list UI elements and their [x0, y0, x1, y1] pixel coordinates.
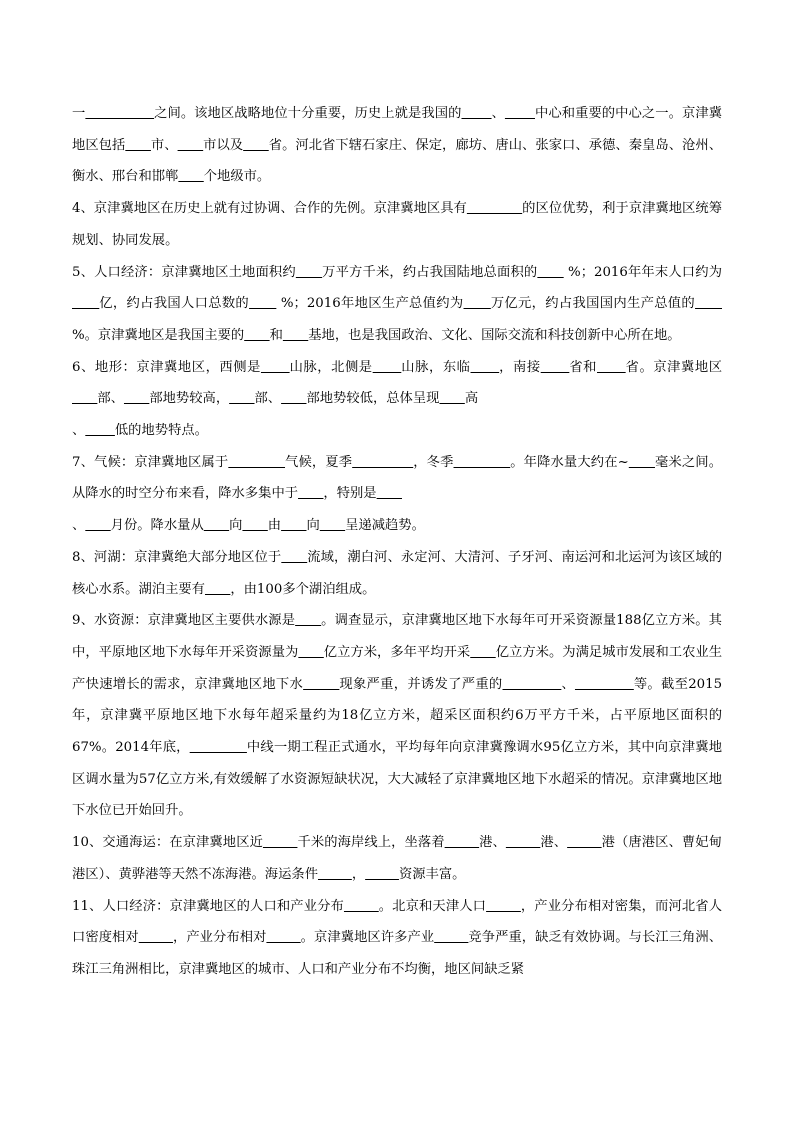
answer-blank — [506, 835, 540, 850]
answer-blank — [178, 169, 203, 184]
text-run: 亿立方米，多年平均开采 — [323, 644, 471, 660]
text-run: 11、人口经济：京津冀地区的人口和产业分布 — [72, 898, 344, 914]
answer-blank — [281, 550, 307, 565]
text-run: 、 — [72, 423, 86, 439]
answer-blank — [263, 835, 297, 850]
answer-blank — [178, 138, 204, 153]
answer-blank — [72, 296, 99, 311]
text-run: 基地，也是我国政治、文化、国际交流和科技创新中心所在地。 — [308, 327, 681, 343]
text-run: 。北京和天津人口 — [378, 898, 487, 914]
text-run: 中线一期工程正式通水，平均每年向京津冀豫调水95亿立方米，其中向京津冀地区调水量为57亿立方米,有效缓解了水资源短缺状况，大大减轻了京津冀地区地下水超采的情况。京津冀地区地下水位已开始回升。 — [72, 740, 722, 819]
text-run: 6、地形：京津冀地区，西侧是 — [72, 359, 261, 375]
text-run: 个地级市。 — [203, 169, 271, 185]
answer-blank — [85, 518, 110, 533]
answer-blank — [228, 455, 285, 470]
answer-blank — [125, 138, 151, 153]
question-paragraph — [72, 447, 722, 542]
question-paragraph — [72, 352, 722, 447]
answer-blank — [244, 328, 269, 343]
answer-blank — [467, 201, 522, 216]
text-run: 亿，约占我国人口总数的 — [99, 296, 250, 312]
answer-blank — [85, 106, 154, 121]
text-run: 、 — [72, 518, 86, 534]
answer-blank — [695, 296, 722, 311]
text-run: ，产业分布相对密集，而河北省人口密度相对 — [72, 898, 723, 946]
answer-blank — [281, 391, 306, 406]
question-paragraph — [72, 193, 722, 256]
answer-blank — [85, 423, 115, 438]
answer-blank — [597, 360, 626, 375]
text-run: 呈递减趋势。 — [345, 518, 425, 534]
text-run: 高 — [464, 391, 479, 407]
answer-blank — [486, 899, 521, 914]
text-run: 、 — [561, 676, 575, 692]
answer-blank — [283, 328, 308, 343]
answer-blank — [139, 930, 173, 945]
text-run: 资源丰富。 — [398, 866, 466, 882]
text-run: %；2016年年末人口约为 — [563, 264, 722, 280]
answer-blank — [229, 391, 254, 406]
text-run: 10、交通海运：在京津冀地区近 — [72, 835, 263, 851]
text-run: 竞争严重，缺乏有效协调。与长江三角洲、珠江三角洲相比，京津冀地区的城市、人口和产业分布不均衡，地区间缺乏紧 — [72, 930, 722, 977]
text-run: 。京津冀地区许多产业 — [300, 930, 435, 946]
text-run: ，特别是 — [323, 486, 377, 502]
text-run: 之间。该地区战略地位十分重要，历史上就是我国的 — [154, 106, 462, 121]
answer-blank — [439, 391, 464, 406]
text-run: 中心和重要的中心之一。京津冀地区包括 — [72, 106, 723, 153]
answer-blank — [296, 265, 322, 280]
text-run: 港（唐港区、曹妃甸港区）、黄骅港等天然不冻海港。海运条件 — [72, 835, 722, 882]
text-run: 。调查显示，京津冀地区地下水每年可开采资源量188亿立方米。其中，平原地区地下水每年开采资源量为 — [72, 613, 722, 660]
text-run: 部地势较高， — [149, 391, 230, 407]
text-run: 和 — [269, 327, 283, 343]
answer-blank — [461, 106, 491, 121]
answer-blank — [470, 645, 495, 660]
text-run: 万平方千米，约占我国陆地总面积的 — [322, 264, 538, 280]
text-run: 一 — [72, 106, 86, 121]
answer-blank — [249, 296, 276, 311]
answer-blank — [320, 518, 345, 533]
text-run: 向 — [306, 518, 320, 534]
text-run: ，由100多个湖泊组成。 — [230, 581, 376, 597]
text-run: 等。截至2015年，京津冀平原地区地下水每年超采量约为18亿立方米，超采区面积约6万平方千米，占平原地区面积的67%。2014年底， — [72, 676, 723, 756]
text-run: 7、气候：京津冀地区属于 — [72, 454, 229, 470]
text-run: 山脉，北侧是 — [289, 359, 373, 375]
text-run: 8、河湖：京津冀绝大部分地区位于 — [72, 549, 282, 565]
answer-blank — [295, 613, 321, 628]
text-run: 部、 — [254, 391, 282, 407]
answer-blank — [303, 677, 339, 692]
answer-blank — [318, 867, 352, 882]
text-run: 部地势较低，总体呈现 — [306, 391, 440, 407]
text-run: 低的地势特点。 — [114, 423, 208, 439]
text-run: 千米的海岸线上，坐落着 — [297, 835, 445, 851]
question-paragraph — [72, 891, 722, 986]
answer-blank — [629, 455, 655, 470]
text-run: 山脉，东临 — [401, 359, 471, 375]
text-run: 现象严重，并诱发了严重的 — [339, 676, 503, 692]
answer-blank — [471, 360, 500, 375]
answer-blank — [434, 930, 468, 945]
answer-blank — [243, 138, 269, 153]
text-run: 。年降水量大约在~ — [510, 454, 629, 470]
text-run: 气候，夏季 — [285, 454, 353, 470]
answer-blank — [575, 677, 634, 692]
answer-blank — [124, 391, 149, 406]
answer-blank — [541, 360, 570, 375]
text-run: 亿立方米。为满足城市发展和工农业生产快速增长的需求，京津冀地区地下水 — [72, 644, 723, 692]
answer-blank — [537, 265, 563, 280]
text-run: 流域，潮白河、永定河、大清河、子牙河、南运河和北运河为该区域的核心水系。湖泊主要有 — [72, 549, 723, 597]
answer-blank — [503, 677, 562, 692]
text-run: ，南接 — [499, 359, 541, 375]
text-run: 港、 — [540, 835, 568, 851]
answer-blank — [281, 518, 306, 533]
answer-blank — [373, 360, 402, 375]
text-run: 向 — [229, 518, 243, 534]
text-run: 由 — [267, 518, 282, 534]
document-page — [72, 98, 722, 986]
answer-blank — [567, 835, 601, 850]
answer-blank — [204, 518, 229, 533]
text-run: 月份。降水量从 — [110, 518, 204, 534]
question-paragraph — [72, 605, 722, 827]
answer-blank — [454, 455, 511, 470]
answer-blank — [298, 486, 323, 501]
text-run: ，产业分布相对 — [172, 930, 267, 946]
text-run: ， — [351, 866, 366, 882]
text-run: 万亿元，约占我国国内生产总值的 — [490, 296, 696, 312]
text-run: 省。河北省下辖石家庄、保定，廊坊、唐山、张家口、承德、秦皇岛、沧州、衡水、邢台和邯郸 — [72, 137, 722, 185]
text-run: 部、 — [97, 391, 124, 407]
question-paragraph — [72, 827, 722, 890]
answer-blank — [242, 518, 267, 533]
answer-blank — [266, 930, 300, 945]
answer-blank — [352, 455, 413, 470]
question-paragraph — [72, 542, 722, 605]
text-run: 毫米之间。从降水的时空分布来看，降水多集中于 — [72, 454, 722, 502]
text-run: 市以及 — [203, 137, 244, 153]
answer-blank — [505, 106, 535, 121]
answer-blank — [205, 582, 230, 597]
text-run: %。京津冀地区是我国主要的 — [72, 327, 245, 343]
text-run: 省和 — [569, 359, 598, 375]
answer-blank — [261, 360, 290, 375]
question-paragraph — [72, 98, 722, 193]
answer-blank — [365, 867, 399, 882]
text-run: ，冬季 — [413, 454, 454, 470]
text-run: 9、水资源：京津冀地区主要供水源是 — [72, 613, 296, 629]
answer-blank — [298, 645, 323, 660]
answer-blank — [190, 740, 247, 755]
answer-blank — [464, 296, 491, 311]
text-run: %；2016年地区生产总值约为 — [276, 296, 464, 312]
question-paragraph — [72, 257, 722, 352]
text-run: 的区位优势，利于京津冀地区统筹规划、协同发展。 — [72, 201, 722, 248]
text-run: 4、京津冀地区在历史上就有过协调、合作的先例。京津冀地区具有 — [72, 201, 467, 217]
text-run: 、 — [491, 106, 505, 121]
text-run: 市、 — [150, 137, 178, 153]
text-run: 港、 — [479, 835, 506, 851]
answer-blank — [445, 835, 479, 850]
text-run: 5、人口经济：京津冀地区土地面积约 — [72, 264, 296, 280]
answer-blank — [72, 391, 97, 406]
answer-blank — [377, 486, 402, 501]
answer-blank — [344, 899, 379, 914]
text-run: 省。京津冀地区 — [625, 359, 723, 375]
